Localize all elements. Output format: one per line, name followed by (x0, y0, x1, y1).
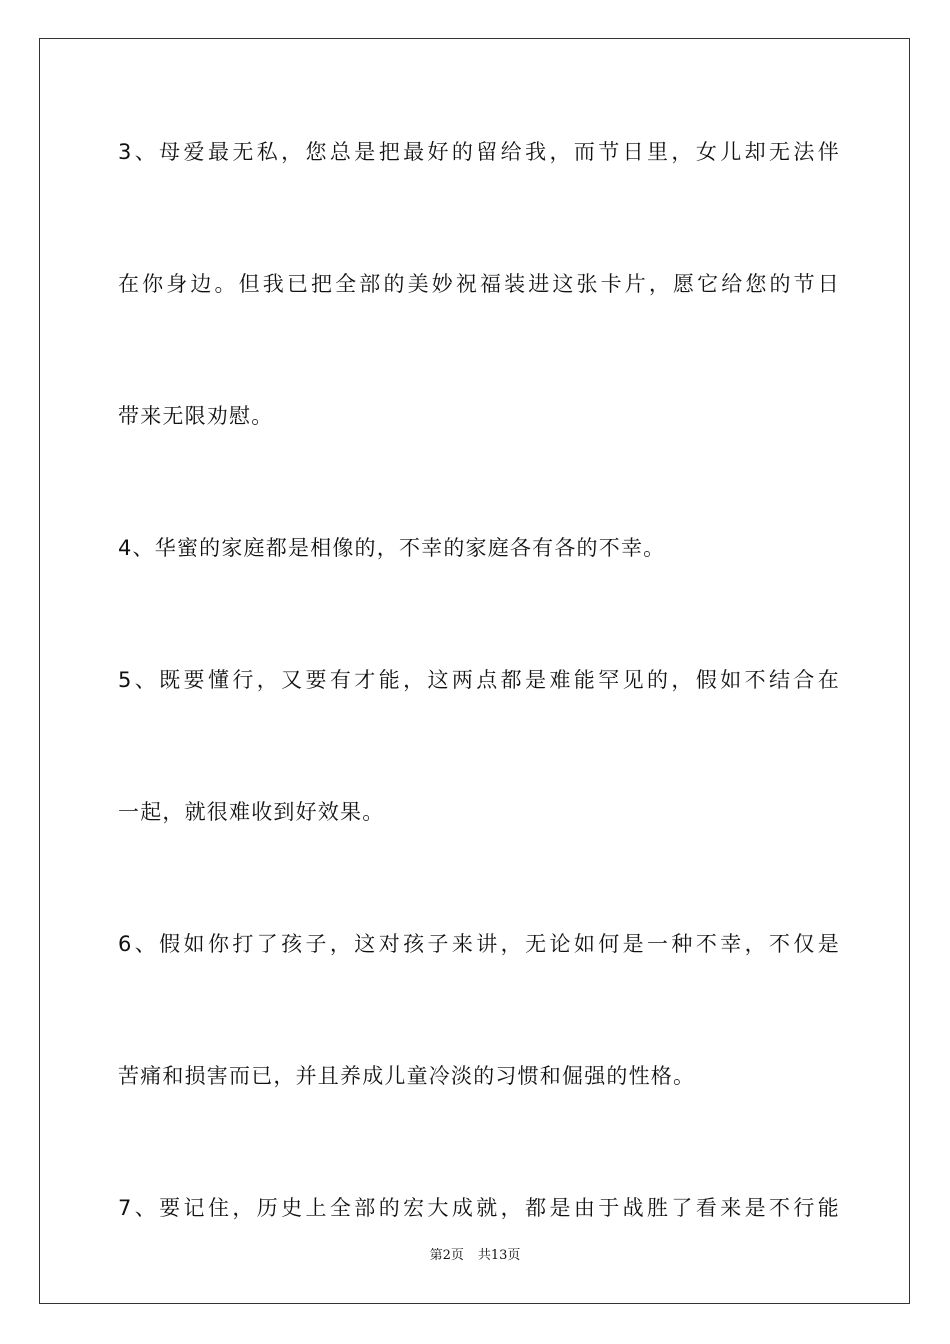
text-line-3: 带来无限劝慰。 (118, 404, 274, 428)
text-line-4: 4、华蜜的家庭都是相像的，不幸的家庭各有各的不幸。 (118, 536, 666, 560)
text-line-9: 7、要记住，历史上全部的宏大成就，都是由于战胜了看来是不行能 (118, 1196, 840, 1220)
text-line-1: 3、母爱最无私，您总是把最好的留给我，而节日里，女儿却无法伴 (118, 140, 840, 164)
page-total: 共13页 (477, 1248, 521, 1263)
text-line-6: 一起，就很难收到好效果。 (118, 800, 385, 824)
text-line-2: 在你身边。但我已把全部的美妙祝福装进这张卡片，愿它给您的节日 (118, 272, 840, 296)
text-line-7: 6、假如你打了孩子，这对孩子来讲，无论如何是一种不幸，不仅是 (118, 932, 840, 956)
text-line-8: 苦痛和损害而已，并且养成儿童冷淡的习惯和倔强的性格。 (118, 1064, 696, 1088)
document-body (118, 128, 840, 1316)
page-number: 第2页 (429, 1248, 464, 1263)
text-line-5: 5、既要懂行，又要有才能，这两点都是难能罕见的，假如不结合在 (118, 668, 840, 692)
page-footer (0, 1244, 950, 1263)
